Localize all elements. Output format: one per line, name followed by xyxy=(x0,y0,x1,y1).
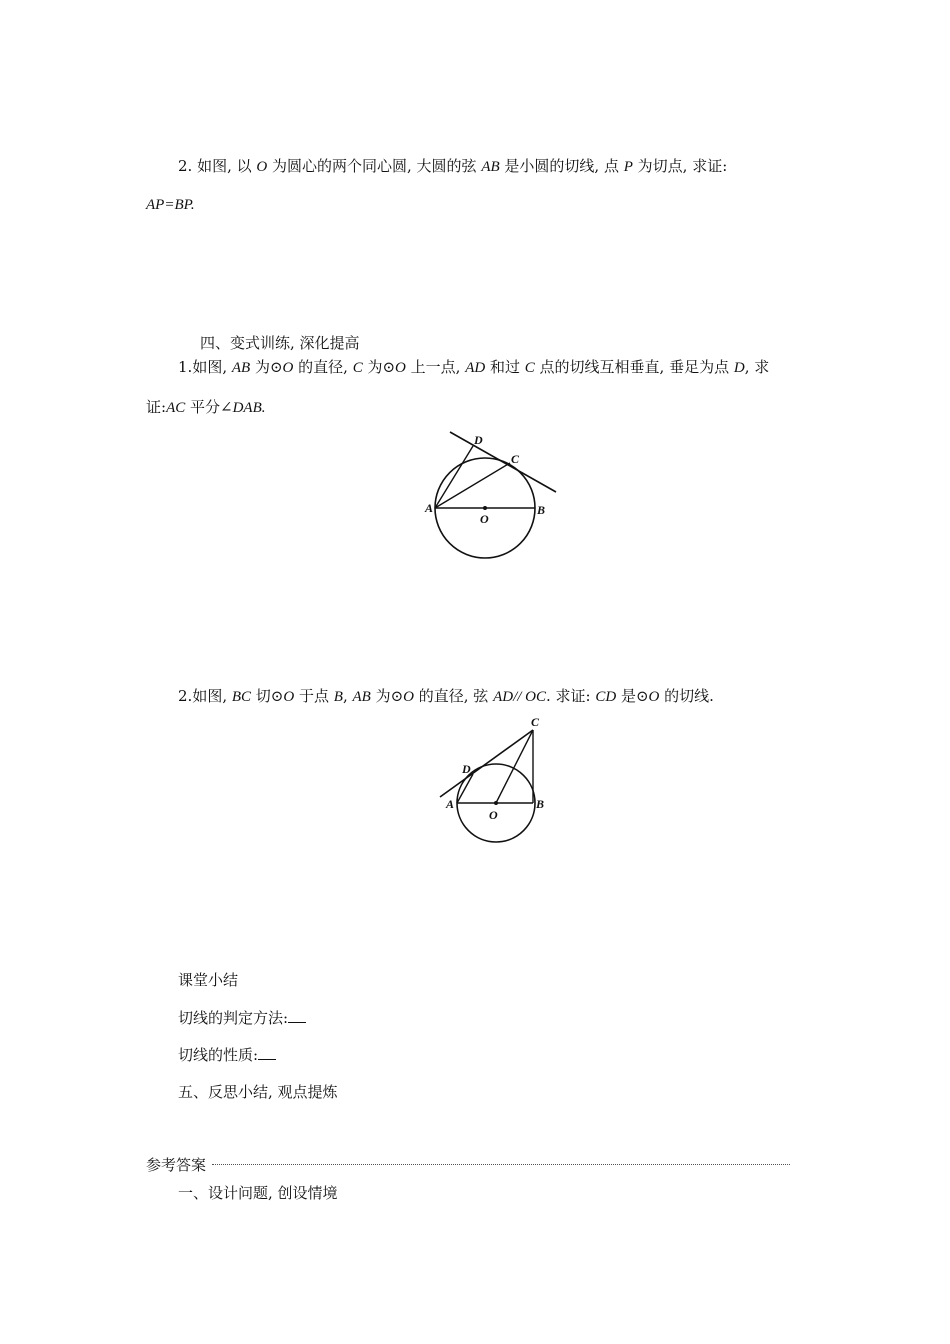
text: , xyxy=(342,687,353,705)
answers-section-1: 一、设计问题, 创设情境 xyxy=(178,1184,338,1202)
text: 于点 xyxy=(294,687,334,705)
text: . 求证: xyxy=(546,687,596,705)
text: 和过 xyxy=(485,358,525,376)
label-a: A xyxy=(425,501,434,515)
tangent-cd xyxy=(440,730,533,797)
label-d: D xyxy=(462,762,471,776)
var-ac: AC xyxy=(166,400,186,416)
text: 点的切线互相垂直, 垂足为点 xyxy=(534,358,734,376)
center-dot xyxy=(494,801,498,805)
text: 切⊙ xyxy=(251,687,284,705)
var-o: O xyxy=(395,360,406,376)
var-ad-oc: AD// OC xyxy=(493,689,546,705)
text: 是小圆的切线, 点 xyxy=(499,157,624,175)
text: 如图, 以 xyxy=(197,157,257,175)
label-o: O xyxy=(489,808,498,822)
label-c: C xyxy=(531,715,540,729)
var-p: P xyxy=(623,159,633,175)
label-d: D xyxy=(474,433,483,447)
label-o: O xyxy=(480,512,489,526)
text: 为⊙ xyxy=(250,358,283,376)
var-cd: CD xyxy=(595,689,617,705)
fill-blank xyxy=(258,1045,276,1060)
section-5-heading: 五、反思小结, 观点提炼 xyxy=(178,1083,338,1101)
summary-property-line xyxy=(178,1045,276,1065)
problem-number: 2. xyxy=(178,157,193,175)
var-c: C xyxy=(352,360,363,376)
text: 为⊙ xyxy=(370,687,404,705)
problem-2-line-2: AP=BP. xyxy=(146,197,195,213)
answers-title: 参考答案 xyxy=(146,1156,207,1174)
text: 切线的判定方法: xyxy=(178,1009,289,1027)
label-b: B xyxy=(537,503,546,517)
var-o: O xyxy=(256,159,268,175)
var-ab: AB xyxy=(352,689,371,705)
text: 是⊙ xyxy=(616,687,649,705)
segment-oc xyxy=(496,730,533,803)
var-o: O xyxy=(283,689,295,705)
text: 的直径, 弦 xyxy=(414,687,494,705)
section-4-heading: 四、变式训练, 深化提高 xyxy=(200,334,360,352)
var-d: D xyxy=(733,360,745,376)
text: 的直径, xyxy=(293,358,353,376)
label-a: A xyxy=(446,797,455,811)
text: 上一点, xyxy=(405,358,466,376)
text: 切线的性质: xyxy=(178,1046,259,1064)
answers-divider xyxy=(212,1164,790,1165)
text: 为⊙ xyxy=(362,358,396,376)
var-b: B xyxy=(333,689,343,705)
text: 为切点, 求证: xyxy=(632,157,728,175)
var-ab: AB xyxy=(481,159,500,175)
fill-blank xyxy=(288,1008,306,1023)
text: 如图, xyxy=(192,687,232,705)
summary-judge-line xyxy=(178,1008,306,1028)
question-number: 1. xyxy=(178,358,193,376)
summary-title: 课堂小结 xyxy=(178,971,239,989)
var-c: C xyxy=(524,360,535,376)
text: 平分∠ xyxy=(185,398,233,416)
var-o: O xyxy=(648,689,660,705)
text: 为圆心的两个同心圆, 大圆的弦 xyxy=(267,157,482,175)
var-o: O xyxy=(403,689,414,705)
var-ab: AB xyxy=(231,360,251,376)
var-o: O xyxy=(282,360,294,376)
text: 的切线. xyxy=(659,687,714,705)
question-number: 2. xyxy=(178,687,193,705)
var-ad: AD xyxy=(465,360,486,376)
var-bc: BC xyxy=(231,689,252,705)
text: 如图, xyxy=(192,358,232,376)
text: , 求 xyxy=(744,358,770,376)
var-dab: DAB. xyxy=(232,400,266,416)
label-c: C xyxy=(511,452,520,466)
text: 证: xyxy=(146,398,167,416)
label-b: B xyxy=(536,797,545,811)
